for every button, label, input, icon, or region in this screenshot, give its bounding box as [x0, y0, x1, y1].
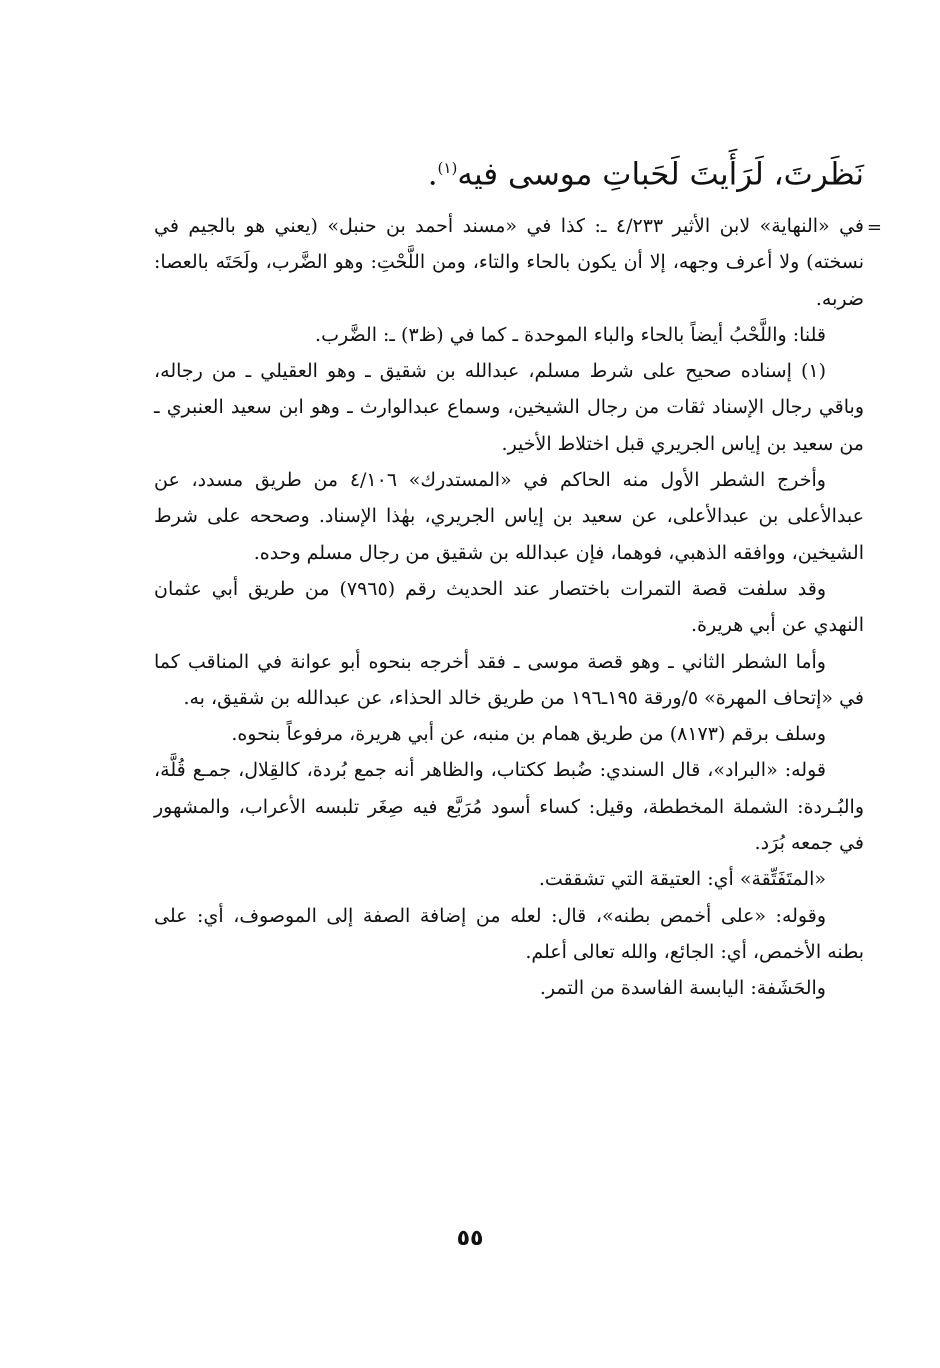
footnote-paragraph: وسلف برقم (٨١٧٣) من طريق همام بن منبه، عن أبي هريرة، مرفوعاً بنحوه. — [231, 723, 826, 746]
footnote-paragraph: (١) إسناده صحيح على شرط مسلم، عبدالله بن شقيق ـ وهو العقيلي ـ من رجاله، وباقي رجال الإسناد ثقات من رجال الشيخين، وسماع عبدالوارث ـ وهو ابن سعيد العنبري ـ من سعيد بن إياس الجريري قبل اختلاط الأخير. — [154, 360, 864, 455]
footnote-paragraph: وقوله: «على أخمص بطنه»، قال: لعله من إضافة الصفة إلى الموصوف، أي: على بطنه الأخمص، أي: الجائع، والله تعالى أعلم. — [154, 904, 864, 963]
footnote-reference: (١) — [437, 159, 458, 177]
footnote-paragraph: وقد سلفت قصة التمرات باختصار عند الحديث رقم (٧٩٦٥) من طريق أبي عثمان النهدي عن أبي هريرة. — [154, 577, 864, 637]
main-text-line — [164, 146, 864, 196]
page-number: ٥٥ — [456, 1226, 484, 1251]
footnote-paragraph: والحَشَفة: اليابسة الفاسدة من التمر. — [539, 977, 826, 1000]
footnote-paragraph: قوله: «البراد»، قال السندي: ضُبط ككتاب، والظاهر أنه جمع بُردة، كالقِلال، جمـع قُلَّة، والبُـردة: الشملة المخططة، وقيل: كساء أسود مُرَبَّع فيه صِغَر تلبسه الأعراب، والمشهور في جمعه بُرَد. — [154, 759, 864, 855]
main-text: نَظَرتَ، لَرَأَيتَ لَحَباتِ موسى فيه — [457, 156, 864, 193]
footnote-paragraph: في «النهاية» لابن الأثير ٤/٢٣٣ ـ: كذا في «مسند أحمد بن حنبل» (يعني هو بالجيم في نسخته) ولا أعرف وجهه، إلا أن يكون بالحاء والتاء، ومن اللَّحْتِ: وهو الضَّرب، ولَحَتَه بالعصا: ضربه. — [154, 215, 864, 310]
footnote-paragraph: وأما الشطر الثاني ـ وهو قصة موسى ـ فقد أخرجه بنحوه أبو عوانة في المناقب كما في «إتحاف المهرة» ٥/ورقة ١٩٥ـ١٩٦ من طريق خالد الحذاء، عن عبدالله بن شقيق، به. — [154, 650, 864, 709]
footnote-paragraph: «المتَفَتِّقة» أي: العتيقة التي تشققت. — [538, 868, 826, 891]
footnote-paragraph: قلنا: واللَّحْبُ أيضاً بالحاء والباء الموحدة ـ كما في (ظ٣) ـ: الضَّرب. — [315, 323, 826, 346]
footnotes-block — [154, 208, 864, 1007]
main-text-end-mark: . — [427, 156, 438, 193]
footnote-continuation-mark: = — [866, 217, 882, 238]
footnote-paragraph: وأخرج الشطر الأول منه الحاكم في «المستدرك» ٤/١٠٦ من طريق مسدد، عن عبدالأعلى بن عبدالأعلى، عن سعيد بن إياس الجريري، بهٰذا الإسناد. وصححه على شرط الشيخين، ووافقه الذهبي، فوهما، فإن عبدالله بن شقيق من رجال مسلم وحده. — [154, 469, 864, 564]
